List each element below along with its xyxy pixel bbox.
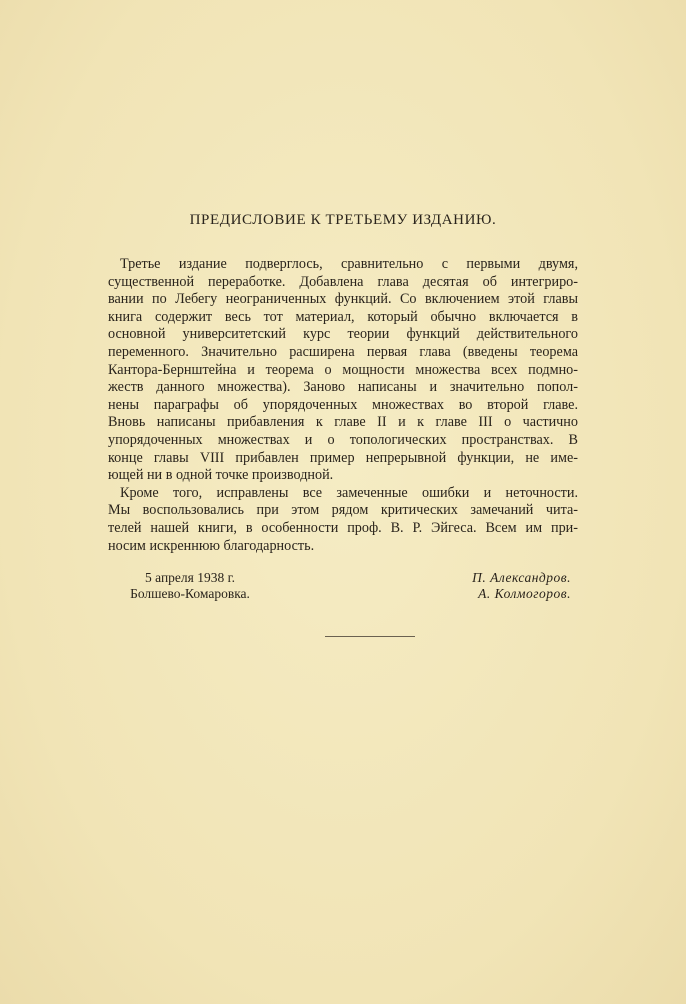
text-line: Вновь написаны прибавления к главе II и к главе III о частично [108,414,578,431]
text-line: Кроме того, исправлены все замеченные ошибки и неточности. [120,484,578,501]
text-line: основной университетский курс теории функций действительного [108,326,578,343]
text-line: существенной переработке. Добавлена глава десятая об интегриро- [108,273,578,290]
text-line: упорядоченных множествах и о топологических пространствах. В [108,431,578,448]
text-line: ющей ни в одной точке производной. [108,467,334,484]
text-line: Кантора-Бернштейна и теорема о мощности множества всех подмно- [108,361,578,378]
text-line: нены параграфы об упорядоченных множествах во второй главе. [108,396,578,413]
text-line: жеств данного множества). Заново написаны и значительно попол- [108,379,578,396]
date-place [110,570,270,602]
preface-body [108,256,578,555]
authors [472,570,571,602]
place: Болшево-Комаровка. [130,586,250,601]
divider-rule [325,636,415,637]
text-line: Мы воспользовались при этом рядом критических замечаний чита- [108,502,578,519]
text-line: вании по Лебегу неограниченных функций. Со включением этой главы [108,291,578,308]
author-1: П. Александров. [472,570,571,585]
text-line: конце главы VIII прибавлен пример непрерывной функции, не име- [108,449,578,466]
text-line: Третье издание подверглось, сравнительно с первыми двумя, [120,256,578,272]
text-line: переменного. Значительно расширена первая глава (введены теорема [108,343,578,360]
text-line: телей нашей книги, в особенности проф. В. Р. Эйгеса. Всем им при- [108,519,578,536]
text-line: книга содержит весь тот материал, который обычно включается в [108,308,578,325]
text-line: носим искреннюю благодарность. [108,537,315,554]
date: 5 апреля 1938 г. [145,570,235,585]
page-title: ПРЕДИСЛОВИЕ К ТРЕТЬЕМУ ИЗДАНИЮ. [189,212,497,228]
author-2: А. Колмогоров. [478,586,571,601]
